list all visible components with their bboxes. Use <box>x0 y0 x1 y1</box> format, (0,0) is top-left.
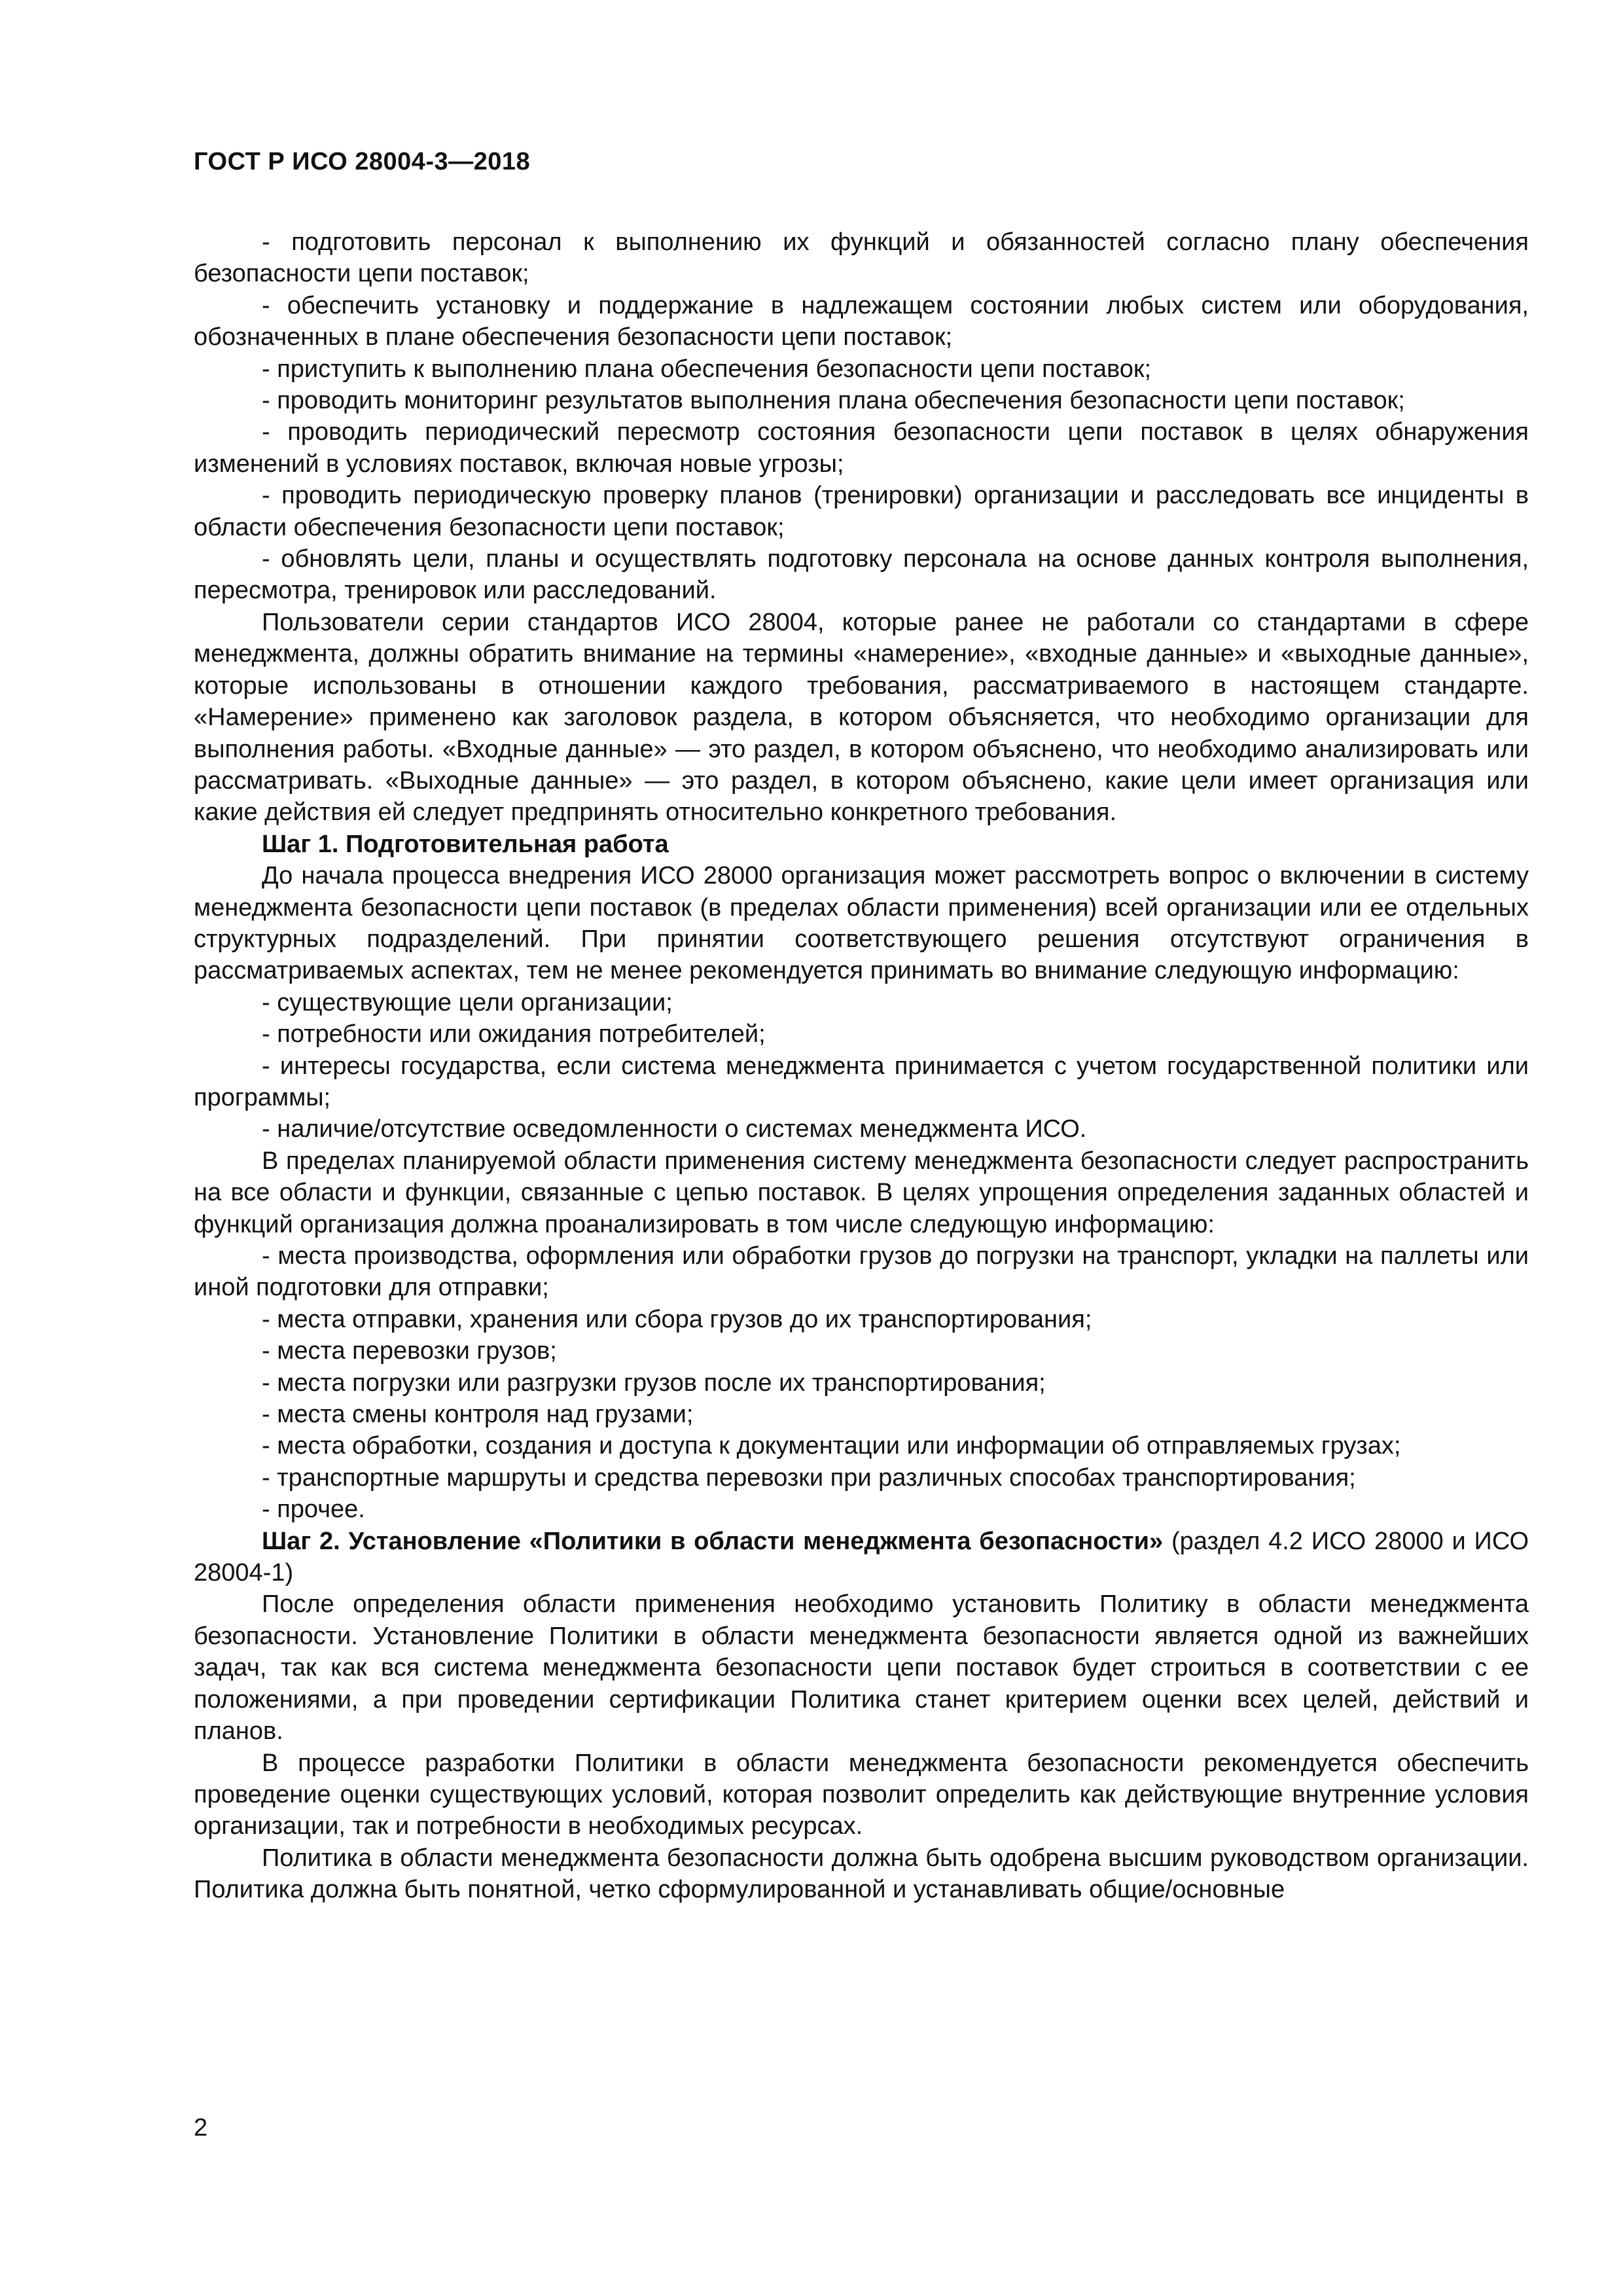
section-heading-step-1 <box>194 829 1529 860</box>
paragraph: - проводить мониторинг результатов выполнения плана обеспечения безопасности цепи поставок; <box>262 387 1405 415</box>
section-heading-text: Шаг 1. Подготовительная работа <box>262 830 669 858</box>
paragraph: В пределах планируемой области применения систему менеджмента безопасности следует распространить на все области и функции, связанные с цепью поставок. В целях упрощения определения заданных областей и функций организация должна проанализировать в том числе следующую информацию: <box>194 1147 1529 1238</box>
document-header: ГОСТ Р ИСО 28004-3—2018 <box>194 148 531 175</box>
document-body <box>194 226 1529 1906</box>
list-item: - места производства, оформления или обработки грузов до погрузки на транспорт, укладки на паллеты или иной подготовки для отправки; <box>194 1242 1529 1302</box>
list-item: - существующие цели организации; <box>262 988 673 1016</box>
paragraph: - приступить к выполнению плана обеспечения безопасности цепи поставок; <box>262 355 1152 383</box>
list-item: - прочее. <box>262 1496 365 1524</box>
paragraph: Политика в области менеджмента безопасности должна быть одобрена высшим руководством организации. Политика должна быть понятной, четко сформулированной и устанавливать общие/основные <box>194 1844 1529 1904</box>
paragraph: После определения области применения необходимо установить Политику в области менеджмента безопасности. Установление Политики в области менеджмента безопасности является одной из важнейших задач, так как вся система менеджмента безопасности цепи поставок будет строиться в соответствии с ее положениями, а при проведении сертификации Политика станет критерием оценки всех целей, действий и планов. <box>194 1590 1529 1746</box>
list-item: - потребности или ожидания потребителей; <box>262 1020 766 1049</box>
section-heading-reference: (раздел 4.2 ИСО 28000 и ИСО 28004-1) <box>194 1527 1529 1587</box>
section-heading-text: Шаг 2. Установление «Политики в области менеджмента безопасности» <box>262 1527 1164 1555</box>
list-item: - места погрузки или разгрузки грузов после их транспортирования; <box>262 1369 1046 1397</box>
list-item: - места смены контроля над грузами; <box>262 1401 694 1429</box>
paragraph: В процессе разработки Политики в области менеджмента безопасности рекомендуется обеспечить проведение оценки существующих условий, которая позволит определить как действующие внутренние условия организации, так и потребности в необходимых ресурсах. <box>194 1749 1529 1840</box>
paragraph: - обновлять цели, планы и осуществлять подготовку персонала на основе данных контроля выполнения, пересмотра, тренировок или расследований. <box>194 545 1529 605</box>
list-item: - транспортные маршруты и средства перевозки при различных способах транспортирования; <box>262 1463 1356 1492</box>
paragraph: Пользователи серии стандартов ИСО 28004, которые ранее не работали со стандартами в сфере менеджмента, должны обратить внимание на термины «намерение», «входные данные» и «выходные данные», которые использованы в отношении каждого требования, рассматриваемого в настоящем стандарте. «Намерение» применено как заголовок раздела, в котором объясняется, что необходимо организации для выполнения работы. «Входные данные» — это раздел, в котором объяснено, что необходимо анализировать или рассматривать. «Выходные данные» — это раздел, в котором объяснено, какие цели имеет организация или какие действия ей следует предпринять относительно конкретного требования. <box>194 608 1529 827</box>
paragraph: - проводить периодический пересмотр состояния безопасности цепи поставок в целях обнаружения изменений в условиях поставок, включая новые угрозы; <box>194 418 1529 478</box>
list-item: - места перевозки грузов; <box>262 1337 557 1365</box>
list-item: - наличие/отсутствие осведомленности о системах менеджмента ИСО. <box>262 1115 1087 1143</box>
paragraph: - обеспечить установку и поддержание в надлежащем состоянии любых систем или оборудования, обозначенных в плане обеспечения безопасности цепи поставок; <box>194 291 1529 351</box>
page-number: 2 <box>194 2114 208 2142</box>
section-heading-step-2 <box>194 1526 1529 1589</box>
paragraph: - подготовить персонал к выполнению их функций и обязанностей согласно плану обеспечения безопасности цепи поставок; <box>194 228 1529 288</box>
list-item: - интересы государства, если система менеджмента принимается с учетом государственной политики или программы; <box>194 1052 1529 1111</box>
list-item: - места отправки, хранения или сбора грузов до их транспортирования; <box>262 1305 1092 1333</box>
paragraph: - проводить периодическую проверку планов (тренировки) организации и расследовать все инциденты в области обеспечения безопасности цепи поставок; <box>194 482 1529 541</box>
list-item: - места обработки, создания и доступа к документации или информации об отправляемых грузах; <box>262 1432 1401 1460</box>
paragraph: До начала процесса внедрения ИСО 28000 организация может рассмотреть вопрос о включении в систему менеджмента безопасности цепи поставок (в пределах области применения) всей организации или ее отдельных структурных подразделений. При принятии соответствующего решения отсутствуют ограничения в рассматриваемых аспектах, тем не менее рекомендуется принимать во внимание следующую информацию: <box>194 862 1529 985</box>
